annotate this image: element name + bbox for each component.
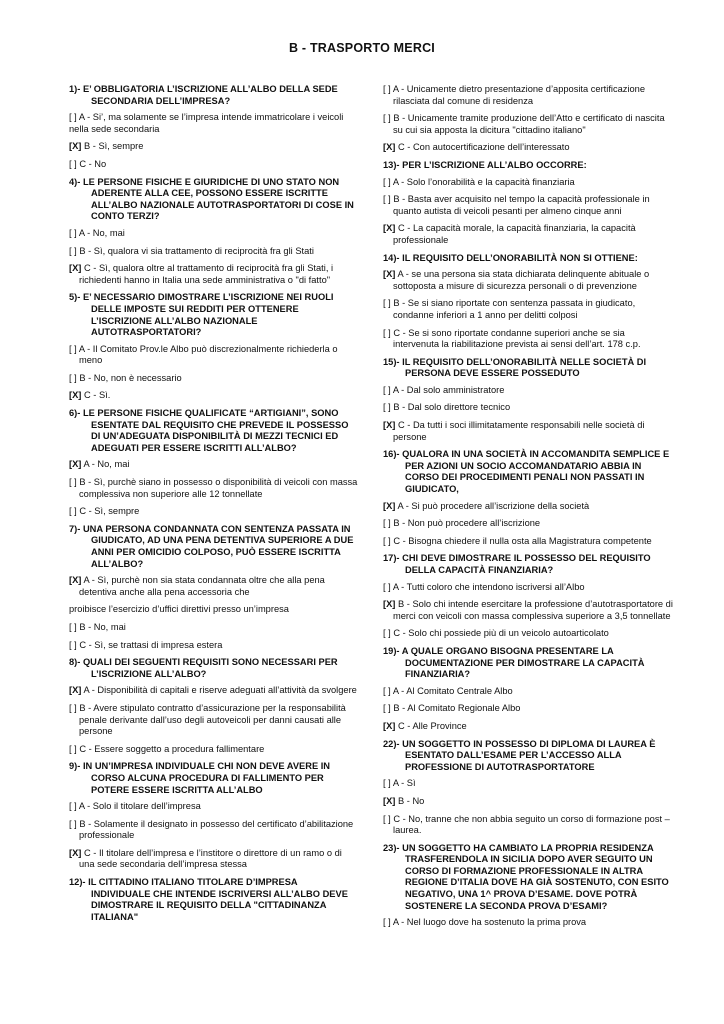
answer-option: [69, 390, 359, 402]
answer-option: [383, 501, 673, 513]
selected-answer-mark: [X]: [69, 141, 82, 152]
answer-option-text: [ ] B - Dal solo direttore tecnico: [383, 402, 511, 413]
answer-option: [69, 685, 359, 697]
selected-answer-mark: [X]: [383, 500, 396, 511]
answer-option-text: [ ] C - No, tranne che non abbia seguito un corso di formazione post – laurea.: [383, 813, 670, 836]
answer-option: [383, 269, 673, 292]
answer-option: [69, 373, 359, 385]
answer-option: [69, 640, 359, 652]
answer-option-text: [ ] B - Sì, qualora vi sia trattamento di reciprocità fra gli Stati: [69, 245, 314, 256]
answer-option-text: [ ] B - Avere stipulato contratto d’assicurazione per la responsabilità penale derivante dall’uso degli autoveicoli per danni causati alle persone: [69, 702, 346, 737]
answer-option-text: [ ] A - No, mai: [69, 227, 125, 238]
answer-option: [383, 328, 673, 351]
answer-option-text: [ ] B - Solamente il designato in possesso del certificato d’abilitazione professionale: [69, 818, 354, 841]
answer-option-text: [ ] C - Bisogna chiedere il nulla osta alla Magistratura competente: [383, 535, 652, 546]
answer-option-text: [ ] B - Unicamente tramite produzione dell’Atto e certificato di nascita su cui sia apposta la dicitura "cittadino italiano": [383, 113, 665, 135]
selected-answer-mark: [X]: [383, 720, 396, 731]
answer-option-text: [ ] B - No, non è necessario: [69, 372, 182, 383]
selected-answer-mark: [X]: [69, 459, 82, 470]
answer-option: [69, 744, 359, 756]
answer-option-text: A - Si può procedere all’iscrizione della società: [395, 500, 590, 511]
question-text: 9)- IN UN’IMPRESA INDIVIDUALE CHI NON DEVE AVERE IN CORSO ALCUNA PROCEDURA DI FALLIMENTO PER POTERE ESSERE ISCRITTA ALL’ALBO: [69, 761, 331, 795]
answer-option: [383, 814, 673, 837]
selected-answer-mark: [X]: [383, 223, 396, 234]
selected-answer-mark: [X]: [69, 390, 82, 401]
answer-option-text: [ ] C - Essere soggetto a procedura fallimentare: [69, 743, 265, 754]
question-text: 23)- UN SOGGETTO HA CAMBIATO LA PROPRIA RESIDENZA TRASFERENDOLA IN SICILIA DOPO AVER SEGUITO UN CORSO DI FORMAZIONE PROFESSIONALE IN ALTRA REGIONE D’ITALIA DOVE HA GIÀ SOSTENUTO, CON ESITO NEGATIVO, UNA 1^ PROVA D’ESAME. DOVE POTRÀ SOSTENERE LA SECONDA PROVA D’ESAMI?: [383, 842, 669, 911]
answer-option: [69, 801, 359, 813]
answer-option-text: A - Sì, purchè non sia stata condannata oltre che alla pena detentiva anche alla pena accessoria che: [79, 575, 325, 597]
answer-option: [69, 604, 359, 616]
answer-option: [383, 84, 673, 107]
question-text: 17)- CHI DEVE DIMOSTRARE IL POSSESSO DEL REQUISITO DELLA CAPACITÀ FINANZIARIA?: [383, 553, 651, 575]
answer-option: [69, 477, 359, 500]
selected-answer-mark: [X]: [69, 847, 82, 858]
answer-option: [69, 459, 359, 471]
answer-option: [69, 819, 359, 842]
right-column: [383, 84, 673, 935]
selected-answer-mark: [X]: [383, 420, 396, 431]
answer-option-text: C - Sì, qualora oltre al trattamento di reciprocità fra gli Stati, i richiedenti hanno in Italia una sede amministrativa o "di fatto": [79, 263, 334, 285]
answer-option: [383, 686, 673, 698]
answer-option: [69, 228, 359, 240]
answer-option-text: [ ] B - Basta aver acquisito nel tempo la capacità professionale in quanto autista di veicoli pesanti per almeno cinque anni: [383, 194, 650, 216]
answer-option-text: C - Il titolare dell’impresa e l’institore o direttore di un ramo o di una sede secondaria dell’impresa stessa: [79, 847, 342, 870]
answer-option: [69, 344, 359, 367]
answer-option-text: C - Sì.: [81, 390, 111, 401]
selected-answer-mark: [X]: [69, 263, 82, 274]
selected-answer-mark: [X]: [383, 269, 396, 280]
answer-option-text: [ ] C - No: [69, 158, 107, 169]
answer-option-text: [ ] A - Nel luogo dove ha sostenuto la prima prova: [383, 917, 587, 928]
question-text: 22)- UN SOGGETTO IN POSSESSO DI DIPLOMA DI LAUREA È ESENTATO DALL’ESAME PER L’ACCESSO ALLA PROFESSIONE DI AUTOTRASPORTATORE: [383, 738, 656, 772]
question-text: 5)- E’ NECESSARIO DIMOSTRARE L’ISCRIZIONE NEI RUOLI DELLE IMPOSTE SUI REDDITI PER OTTENERE L’ISCRIZIONE ALL’ALBO NAZIONALE AUTOTRASPORTATORI?: [69, 292, 334, 338]
left-column: [69, 84, 359, 928]
question-text: 14)- IL REQUISITO DELL’ONORABILITÀ NON SI OTTIENE:: [383, 252, 638, 263]
question-text: 12)- IL CITTADINO ITALIANO TITOLARE D’IMPRESA INDIVIDUALE CHE INTENDE ISCRIVERSI ALL’ALBO DEVE DIMOSTRARE IL REQUISITO DELLA "CITTADINANZA ITALIANA": [69, 877, 348, 922]
question-text: 1)- E’ OBBLIGATORIA L’ISCRIZIONE ALL’ALBO DELLA SEDE SECONDARIA DELL’IMPRESA?: [69, 84, 338, 106]
question-text: 15)- IL REQUISITO DELL’ONORABILITÀ NELLE SOCIETÀ DI PERSONA DEVE ESSERE POSSEDUTO: [383, 356, 647, 379]
answer-option: [383, 778, 673, 790]
answer-option: [69, 141, 359, 153]
answer-option: [383, 518, 673, 530]
answer-option: [383, 628, 673, 640]
answer-option-text: [ ] A - Dal solo amministratore: [383, 384, 505, 395]
selected-answer-mark: [X]: [383, 599, 396, 610]
answer-option: [69, 622, 359, 634]
answer-option-text: [ ] A - Sì: [383, 778, 416, 789]
answer-option-text: C - La capacità morale, la capacità finanziaria, la capacità professionale: [393, 223, 636, 245]
selected-answer-mark: [X]: [69, 685, 82, 696]
answer-option-text: [ ] A - Tutti coloro che intendono iscriversi all’Albo: [383, 581, 585, 592]
answer-option-text: A - Disponibilità di capitali e riserve adeguati all’attività da svolgere: [81, 685, 357, 696]
answer-option-text: [ ] B - Sì, purchè siano in possesso o disponibilità di veicoli con massa complessiva non superiore alle 12 tonnellate: [69, 477, 358, 499]
question-text: 16)- QUALORA IN UNA SOCIETÀ IN ACCOMANDITA SEMPLICE E PER AZIONI UN SOCIO ACCOMANDATARIO ABBIA IN CORSO DEI PROCEDIMENTI PENALI NON PASSATI IN GIUDICATO,: [383, 449, 670, 495]
answer-option-text: [ ] B - Non può procedere all’iscrizione: [383, 518, 541, 529]
answer-option-text: [ ] A - Solo il titolare dell’impresa: [69, 801, 201, 812]
answer-option-text: [ ] B - Al Comitato Regionale Albo: [383, 703, 521, 714]
answer-option: [383, 536, 673, 548]
answer-option: [69, 112, 359, 135]
answer-option-text: [ ] A - Si’, ma solamente se l’impresa intende immatricolare i veicoli nella sede secondaria: [69, 112, 344, 134]
answer-option-text: [ ] B - No, mai: [69, 621, 126, 632]
answer-option: [69, 506, 359, 518]
selected-answer-mark: [X]: [383, 142, 396, 153]
answer-option: [69, 575, 359, 598]
answer-option-text: [ ] A - Il Comitato Prov.le Albo può discrezionalmente richiederla o meno: [69, 343, 338, 366]
answer-option: [383, 194, 673, 217]
question-text: 6)- LE PERSONE FISICHE QUALIFICATE “ARTIGIANI”, SONO ESENTATE DAL REQUISITO CHE PREVEDE IL POSSESSO DI UN’ADEGUATA DISPONIBILITÀ DI MEZZI TECNICI ED ADEGUATI PER ESSERE ISCRITTI ALL’ALBO?: [69, 408, 349, 453]
answer-option-text: proibisce l’esercizio d’uffici direttivi presso un’impresa: [69, 604, 289, 615]
question-text: 4)- LE PERSONE FISICHE E GIURIDICHE DI UNO STATO NON ADERENTE ALLA CEE, POSSONO ESSERE ISCRITTE ALL’ALBO NAZIONALE AUTOTRASPORTATORI DI COSE IN CONTO TERZI?: [69, 176, 354, 222]
answer-option: [69, 263, 359, 286]
answer-option: [383, 582, 673, 594]
answer-option: [383, 917, 673, 929]
answer-option-text: [ ] C - Sì, se trattasi di impresa estera: [69, 639, 223, 650]
answer-option: [383, 402, 673, 414]
question-text: 7)- UNA PERSONA CONDANNATA CON SENTENZA PASSATA IN GIUDICATO, AD UNA PENA DETENTIVA SUPERIORE A DUE ANNI PER OMICIDIO COLPOSO, PUÒ ESSERE ISCRITTA ALL’ALBO?: [69, 523, 354, 569]
answer-option-text: [ ] C - Se si sono riportate condanne superiori anche se sia intervenuta la riabilitazione prevista ai sensi dell’art. 178 c.p.: [383, 327, 641, 350]
answer-option-text: [ ] A - Unicamente dietro presentazione d’apposita certificazione rilasciata dal comune di residenza: [383, 84, 646, 106]
question-text: 19)- A QUALE ORGANO BISOGNA PRESENTARE LA DOCUMENTAZIONE PER DIMOSTRARE LA CAPACITÀ FINANZIARIA?: [383, 645, 645, 680]
answer-option: [383, 113, 673, 136]
answer-option: [383, 298, 673, 321]
answer-option-text: A - se una persona sia stata dichiarata delinquente abituale o sottoposta a misure di sicurezza personali o di prevenzione: [393, 269, 650, 291]
answer-option-text: [ ] A - Solo l’onorabilità e la capacità finanziaria: [383, 176, 575, 187]
question-text: 8)- QUALI DEI SEGUENTI REQUISITI SONO NECESSARI PER L’ISCRIZIONE ALL’ALBO?: [69, 657, 338, 679]
answer-option: [383, 721, 673, 733]
answer-option-text: B - No: [395, 795, 425, 806]
answer-option: [383, 796, 673, 808]
answer-option: [383, 142, 673, 154]
answer-option: [69, 848, 359, 871]
answer-option: [69, 246, 359, 258]
page-title: B - TRASPORTO MERCI: [289, 41, 435, 55]
answer-option-text: C - Con autocertificazione dell’interessato: [395, 142, 570, 153]
selected-answer-mark: [X]: [69, 575, 82, 586]
answer-option-text: [ ] A - Al Comitato Centrale Albo: [383, 685, 513, 696]
answer-option-text: [ ] C - Solo chi possiede più di un veicolo autoarticolato: [383, 628, 609, 639]
answer-option-text: C - Da tutti i soci illimitatamente responsabili nelle società di persone: [393, 420, 645, 442]
answer-option: [69, 159, 359, 171]
answer-option: [383, 703, 673, 715]
question-text: 13)- PER L’ISCRIZIONE ALL’ALBO OCCORRE:: [383, 159, 587, 170]
answer-option-text: B - Solo chi intende esercitare la professione d’autotrasportatore di merci con veicoli con massa complessiva superiore a 3,5 tonnellate: [393, 599, 673, 621]
answer-option-text: C - Alle Province: [395, 720, 467, 731]
answer-option-text: [ ] B - Se si siano riportate con sentenza passata in giudicato, condanne inferiori a 1 anno per delitti colposi: [383, 298, 636, 320]
answer-option: [383, 599, 673, 622]
answer-option: [69, 703, 359, 738]
answer-option: [383, 177, 673, 189]
answer-option: [383, 420, 673, 443]
answer-option-text: [ ] C - Sì, sempre: [69, 506, 140, 517]
answer-option-text: B - Sì, sempre: [81, 141, 144, 152]
answer-option: [383, 223, 673, 246]
selected-answer-mark: [X]: [383, 795, 396, 806]
answer-option: [383, 385, 673, 397]
answer-option-text: A - No, mai: [81, 459, 130, 470]
